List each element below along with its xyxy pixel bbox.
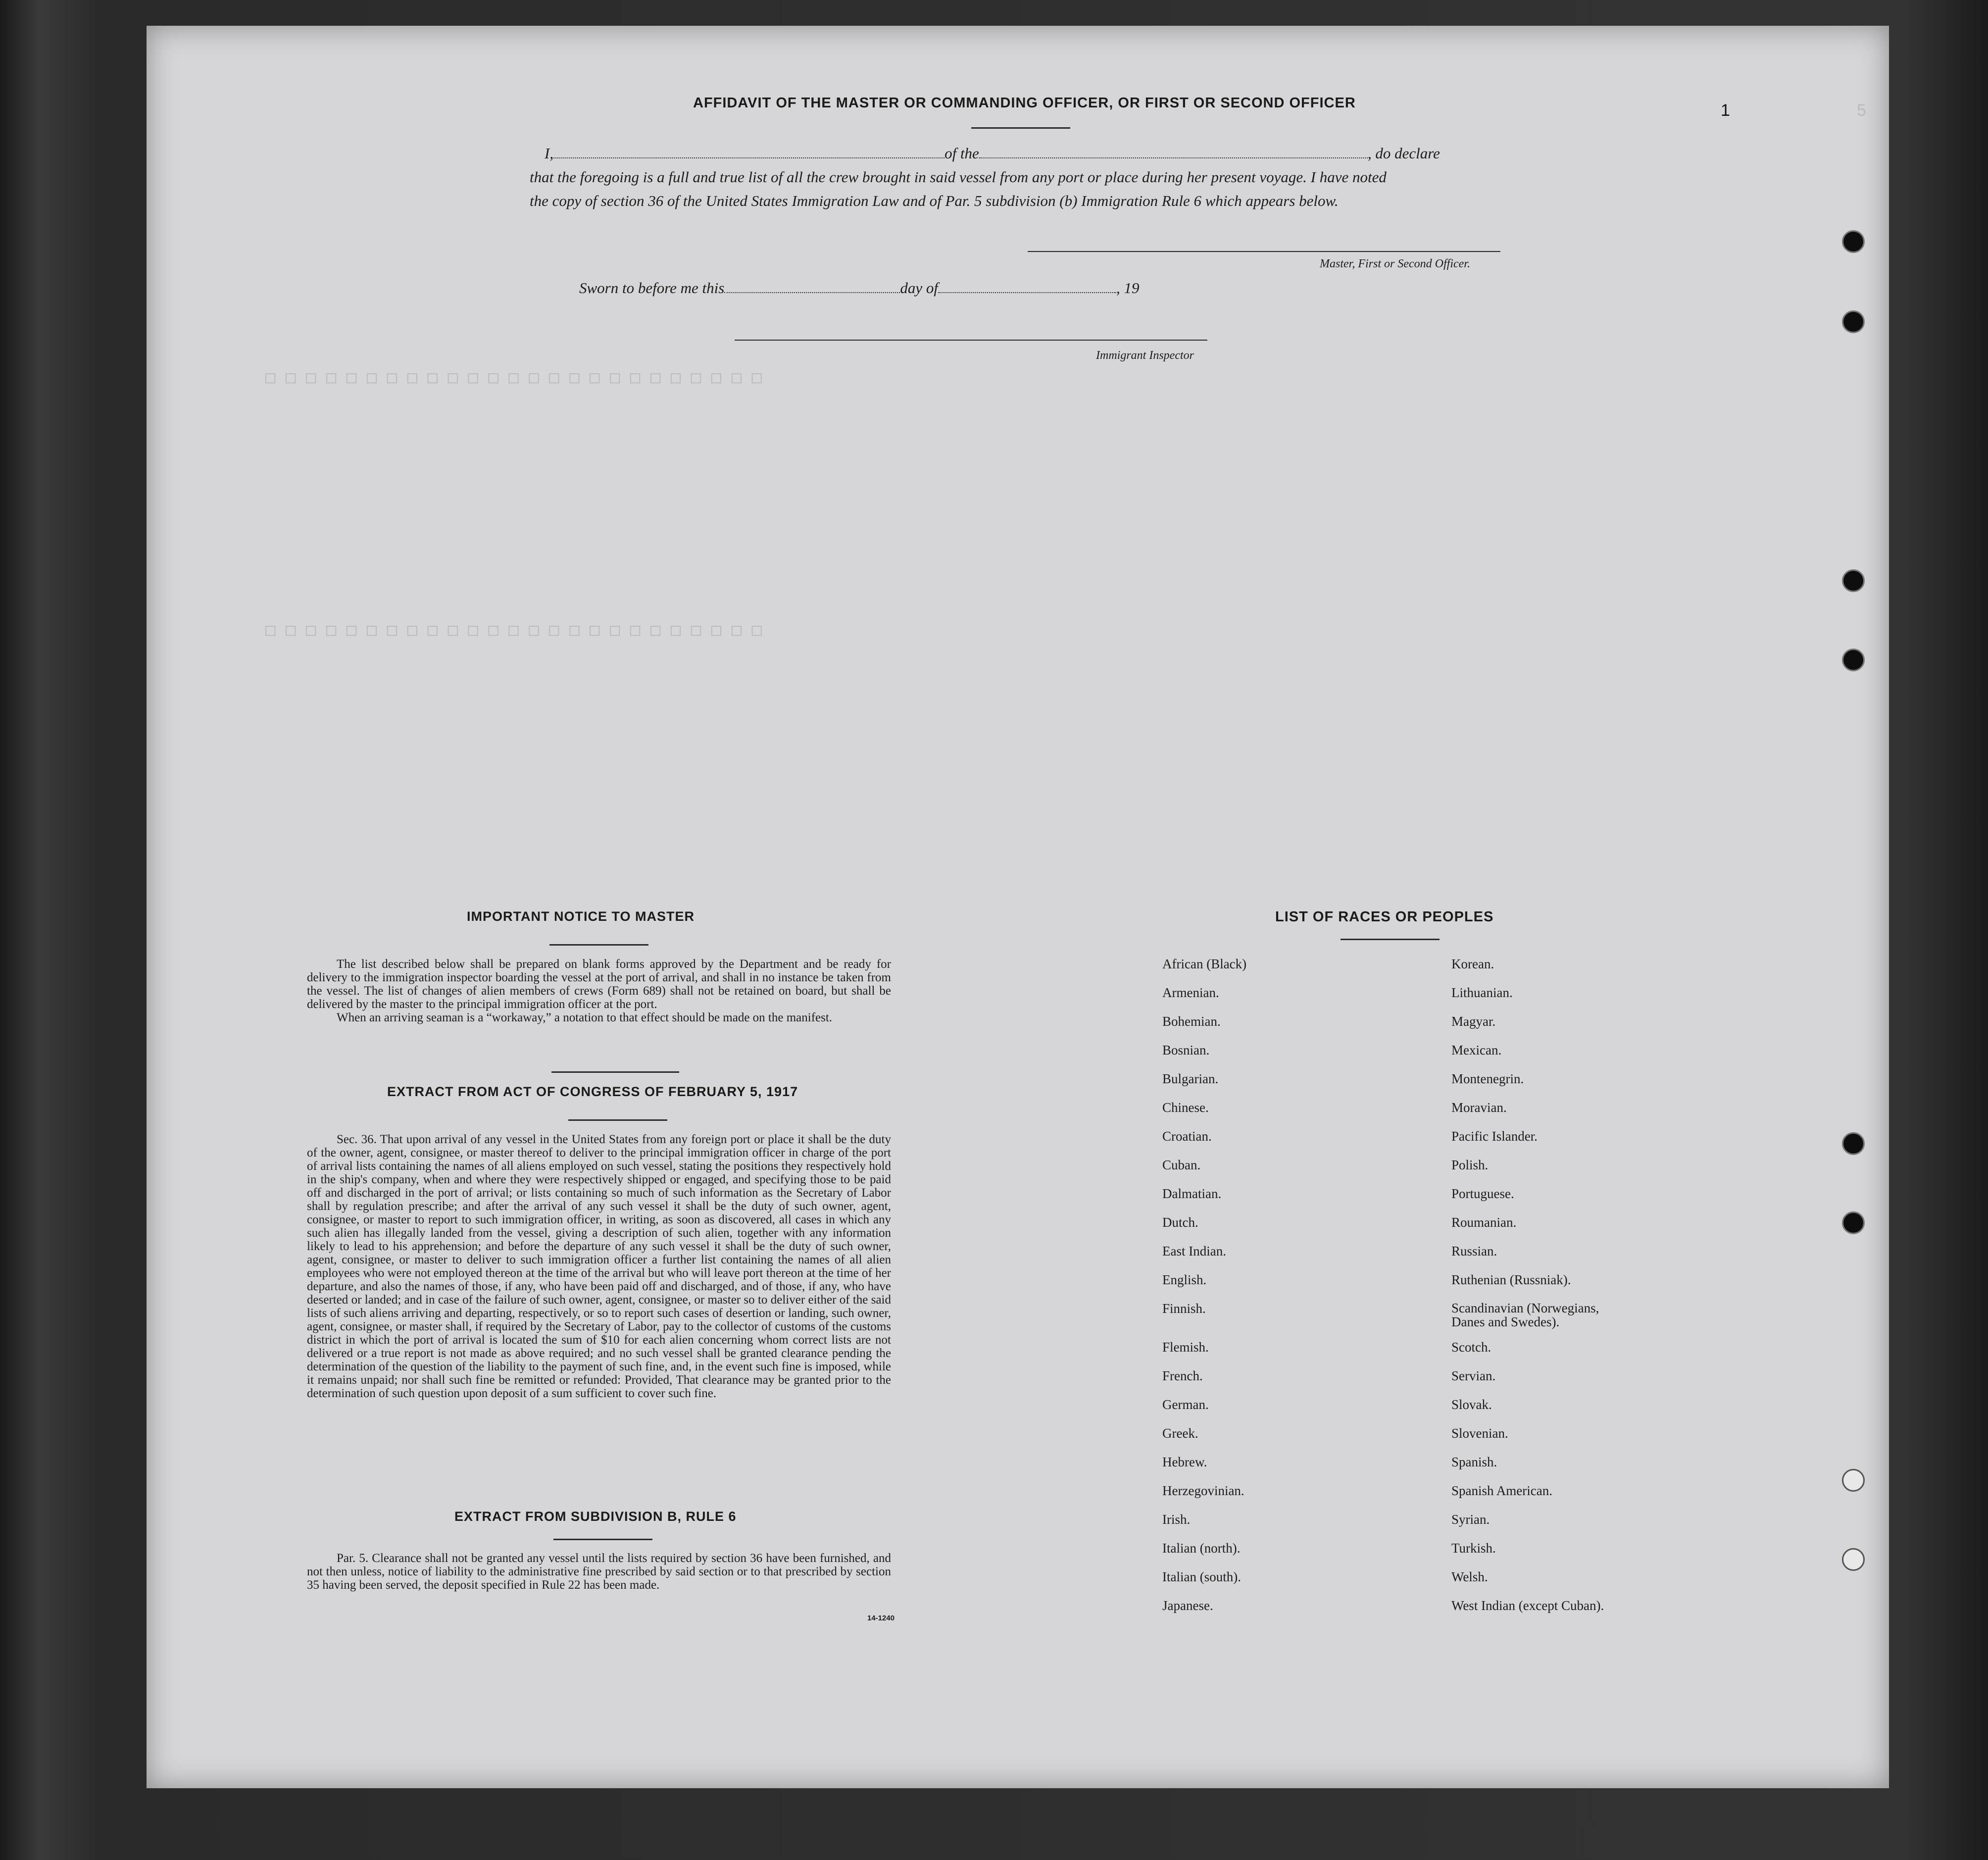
punch-hole <box>1842 569 1865 592</box>
race-entry: Irish. <box>1162 1512 1191 1527</box>
affidavit-title: AFFIDAVIT OF THE MASTER OR COMMANDING OFFICER, OR FIRST OR SECOND OFFICER <box>693 95 1356 111</box>
race-entry: Montenegrin. <box>1451 1071 1524 1086</box>
notice-paragraph: When an arriving seaman is a “workaway,” a notation to that effect should be made on the manifest. <box>337 1011 833 1024</box>
race-entry: Russian. <box>1451 1244 1497 1258</box>
notice-text <box>307 957 891 1024</box>
rule-extract-paragraph: Par. 5. Clearance shall not be granted any vessel until the lists required by section 36 have been furnished, and not then unless, notice of liability to the administrative fine prescribed by said section or to that prescribed by section 35 having been served, the deposit specified in Rule 22 has been made. <box>307 1552 891 1592</box>
act-extract-title: EXTRACT FROM ACT OF CONGRESS OF FEBRUARY 5, 1917 <box>387 1084 798 1099</box>
race-entry: Lithuanian. <box>1451 985 1513 1000</box>
affidavit-title-rule <box>971 127 1070 129</box>
notice-title: IMPORTANT NOTICE TO MASTER <box>467 909 695 924</box>
race-entry: Flemish. <box>1162 1340 1209 1355</box>
race-entry: African (Black) <box>1162 956 1247 971</box>
punch-hole <box>1842 1548 1865 1571</box>
race-entry: Welsh. <box>1451 1569 1488 1584</box>
race-entry: Portuguese. <box>1451 1186 1514 1201</box>
race-entry: West Indian (except Cuban). <box>1451 1598 1604 1613</box>
race-entry: Dutch. <box>1162 1215 1198 1230</box>
punch-hole <box>1842 1211 1865 1234</box>
form-number: 14-1240 <box>867 1614 895 1622</box>
bleed-through-text: □ □ □ □ □ □ □ □ □ □ □ □ □ □ □ □ □ □ □ □ □ □ □ □ □ <box>265 367 762 387</box>
race-entry: Pacific Islander. <box>1451 1129 1538 1144</box>
race-entry: Italian (north). <box>1162 1541 1241 1556</box>
rule-extract-rule <box>553 1539 652 1540</box>
race-entry: Italian (south). <box>1162 1569 1241 1584</box>
notice-paragraph: The list described below shall be prepared on blank forms approved by the Department and be ready for delivery to the immigration inspector boarding the vessel at the port of arrival, and shall in no instance be taken from the vessel. The list of changes of alien members of crews (Form 689) shall not be retained on board, but shall be delivered by the master to the principal immigration officer at the port. <box>307 957 891 1011</box>
inspector-signature-label: Immigrant Inspector <box>1096 349 1194 362</box>
race-entry: German. <box>1162 1397 1209 1412</box>
race-entry: Finnish. <box>1162 1301 1206 1316</box>
race-entry: Armenian. <box>1162 985 1219 1000</box>
punch-hole <box>1842 310 1865 333</box>
master-signature-line <box>1028 251 1500 252</box>
races-title-rule <box>1341 939 1440 940</box>
page-number: 1 <box>1721 101 1730 120</box>
race-entry: Magyar. <box>1451 1014 1496 1029</box>
sworn-line: Sworn to before me this day of , 19 <box>579 279 1140 297</box>
race-entry: Japanese. <box>1162 1598 1213 1613</box>
affidavit-line-1: I, of the , do declare <box>545 145 1440 162</box>
race-entry: Dalmatian. <box>1162 1186 1222 1201</box>
race-entry: Hebrew. <box>1162 1455 1207 1469</box>
race-entry: Chinese. <box>1162 1100 1209 1115</box>
affidavit-line-3: the copy of section 36 of the United States Immigration Law and of Par. 5 subdivision (b) Immigration Rule 6 which appears below. <box>530 192 1339 209</box>
rule-extract-text <box>307 1552 891 1592</box>
race-entry: Korean. <box>1451 956 1494 971</box>
punch-hole <box>1842 649 1865 671</box>
race-entry: Bosnian. <box>1162 1043 1210 1057</box>
race-entry: Slovak. <box>1451 1397 1492 1412</box>
corner-number: 5 <box>1857 101 1866 120</box>
race-entry: Syrian. <box>1451 1512 1490 1527</box>
race-entry: Scotch. <box>1451 1340 1491 1355</box>
race-entry: French. <box>1162 1368 1203 1383</box>
punch-hole <box>1842 1469 1865 1492</box>
act-extract-rule <box>568 1119 667 1121</box>
rule-extract-title: EXTRACT FROM SUBDIVISION B, RULE 6 <box>454 1509 737 1524</box>
inspector-signature-line <box>735 340 1207 341</box>
race-entry: Servian. <box>1451 1368 1496 1383</box>
race-entry: Mexican. <box>1451 1043 1502 1057</box>
race-entry: Roumanian. <box>1451 1215 1517 1230</box>
race-entry: Spanish. <box>1451 1455 1497 1469</box>
race-entry: Spanish American. <box>1451 1483 1552 1498</box>
bleed-through-text: □ □ □ □ □ □ □ □ □ □ □ □ □ □ □ □ □ □ □ □ □ □ □ □ □ <box>265 620 762 640</box>
race-entry: Moravian. <box>1451 1100 1507 1115</box>
punch-hole <box>1842 230 1865 253</box>
race-entry: Bulgarian. <box>1162 1071 1219 1086</box>
race-entry: Ruthenian (Russniak). <box>1451 1272 1571 1287</box>
race-entry: Greek. <box>1162 1426 1198 1441</box>
race-entry: Croatian. <box>1162 1129 1212 1144</box>
notice-title-rule <box>549 944 648 946</box>
race-entry: Cuban. <box>1162 1157 1201 1172</box>
race-entry: Herzegovinian. <box>1162 1483 1244 1498</box>
race-entry: Turkish. <box>1451 1541 1496 1556</box>
act-extract-paragraph: Sec. 36. That upon arrival of any vessel in the United States from any foreign port or place it shall be the duty of the owner, agent, consignee, or master thereof to deliver to the principal immigration officer in charge of the port of arrival lists containing the names of all aliens employed on such vessel, stating the positions they respectively hold in the ship's company, when and where they were respectively shipped or engaged, and specifying those to be paid off and discharged in the port of arrival; or lists containing so much of such information as the Secretary of Labor shall by regulation prescribe; and after the arrival of any such vessel it shall be the duty of such owner, agent, consignee, or master to report to such immigration officer, in writing, as soon as discovered, all cases in which any such alien has illegally landed from the vessel, giving a description of such alien, together with any information likely to lead to his apprehension; and before the departure of any such vessel it shall be the duty of such owner, agent, consignee, or master to deliver to such immigration officer a further list containing the names of all alien employees who were not employed thereon at the time of the arrival but who will leave port thereon at the time of her departure, and also the names of those, if any, who have been paid off and discharged, and of those, if any, who have deserted or landed; and in case of the failure of such owner, agent, consignee, or master so to deliver either of the said lists of such aliens arriving and departing, respectively, or so to report such cases of desertion or landing, such owner, agent, consignee, or master shall, if required by the Secretary of Labor, pay to the collector of customs of the customs district in which the port of arrival is located the sum of $10 for each alien concerning whom correct lists are not delivered or a true report is not made as above required; and no such vessel shall be granted clearance pending the determination of the question of the liability to the payment of such fine, and, in the event such fine is imposed, while it remains unpaid; nor shall such fine be remitted or refunded: Provided, That clearance may be granted prior to the determination of such question upon deposit of a sum sufficient to cover such fine. <box>307 1133 891 1400</box>
race-entry: Scandinavian (Norwegians, Danes and Swedes). <box>1451 1301 1599 1329</box>
act-extract-text <box>307 1133 891 1400</box>
race-entry: Slovenian. <box>1451 1426 1508 1441</box>
races-title: LIST OF RACES OR PEOPLES <box>1275 909 1494 925</box>
notice-end-rule <box>551 1071 679 1073</box>
master-signature-label: Master, First or Second Officer. <box>1320 257 1470 270</box>
punch-hole <box>1842 1132 1865 1155</box>
race-entry: Polish. <box>1451 1157 1489 1172</box>
race-entry: East Indian. <box>1162 1244 1226 1258</box>
document-page <box>147 26 1889 1788</box>
race-entry: English. <box>1162 1272 1207 1287</box>
affidavit-line-2: that the foregoing is a full and true list of all the crew brought in said vessel from any port or place during her present voyage. I have noted <box>530 168 1387 186</box>
race-entry: Bohemian. <box>1162 1014 1221 1029</box>
